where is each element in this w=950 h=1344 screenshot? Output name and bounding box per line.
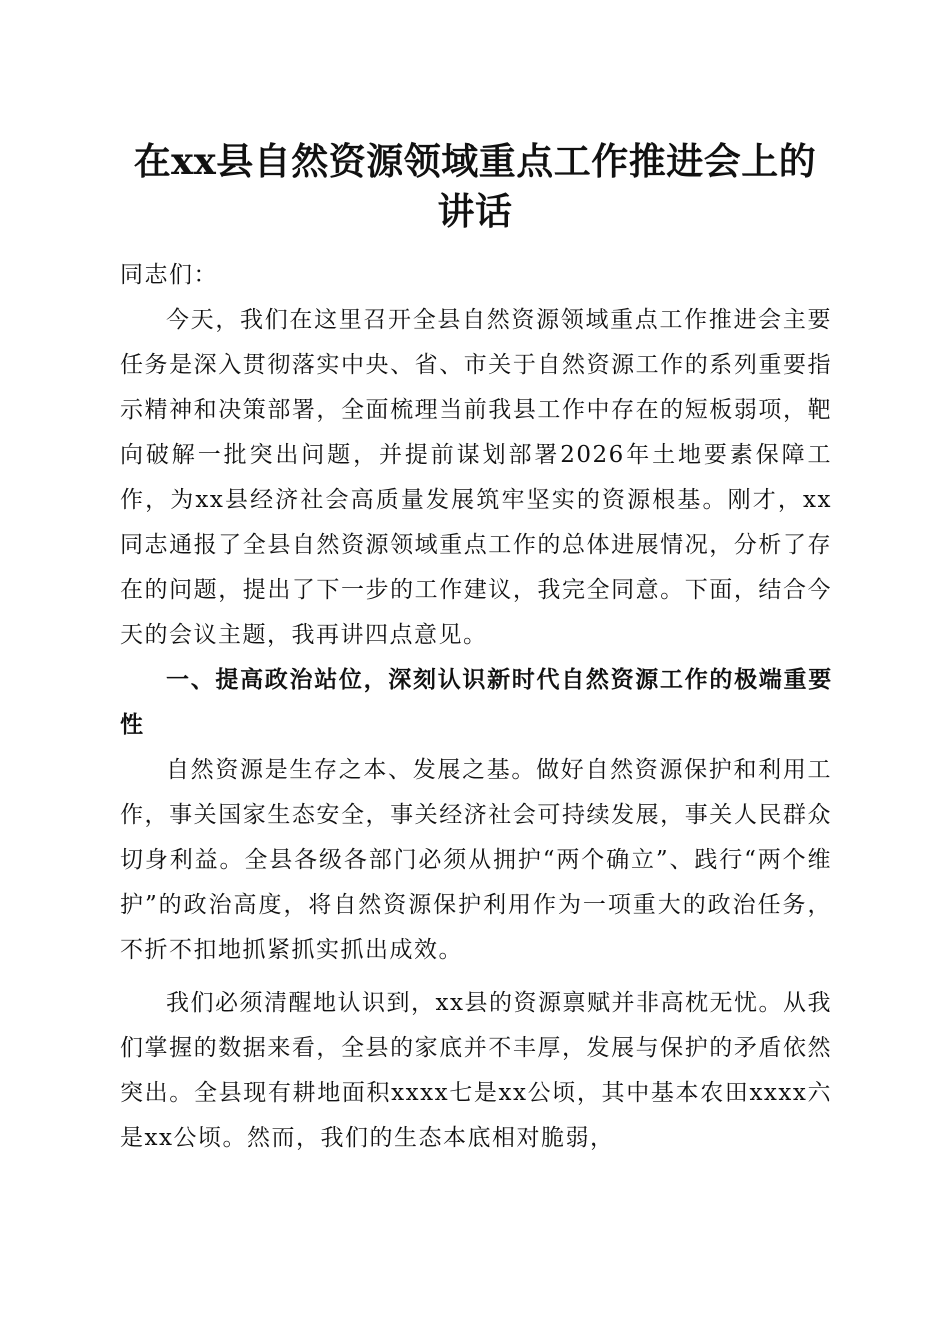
section1-paragraph-1: 自然资源是生存之本、发展之基。做好自然资源保护和利用工作，事关国家生态安全，事关经济社会可持续发展，事关人民群众切身利益。全县各级各部门必须从拥护“两个确立”、践行“两个维护”的政治高度，将自然资源保护利用作为一项重大的政治任务，不折不扣地抓紧抓实抓出成效。 — [120, 757, 832, 963]
paragraph-intro: 今天，我们在这里召开全县自然资源领域重点工作推进会主要任务是深入贯彻落实中央、省、市关于自然资源工作的系列重要指示精神和决策部署，全面梳理当前我县工作中存在的短板弱项，靶向破解一批突出问题，并提前谋划部署2026年土地要素保障工作，为xx县经济社会高质量发展筑牢坚实的资源根基。刚才，xx同志通报了全县自然资源领域重点工作的总体进展情况，分析了存在的问题，提出了下一步的工作建议，我完全同意。下面，结合今天的会议主题，我再讲四点意见。 — [120, 307, 832, 648]
document-title: 在xx县自然资源领域重点工作推进会上的讲话 — [133, 139, 817, 233]
section1-paragraph-2: 我们必须清醒地认识到，xx县的资源禀赋并非高枕无忧。从我们掌握的数据来看，全县的家底并不丰厚，发展与保护的矛盾依然突出。全县现有耕地面积xxxx七是xx公顷，其中基本农田xxxx六是xx公顷。然而，我们的生态本底相对脆弱， — [120, 990, 832, 1151]
section-heading-1: 一、提高政治站位，深刻认识新时代自然资源工作的极端重要性 — [120, 667, 832, 738]
document-body — [120, 253, 832, 1161]
salutation: 同志们： — [120, 262, 218, 288]
